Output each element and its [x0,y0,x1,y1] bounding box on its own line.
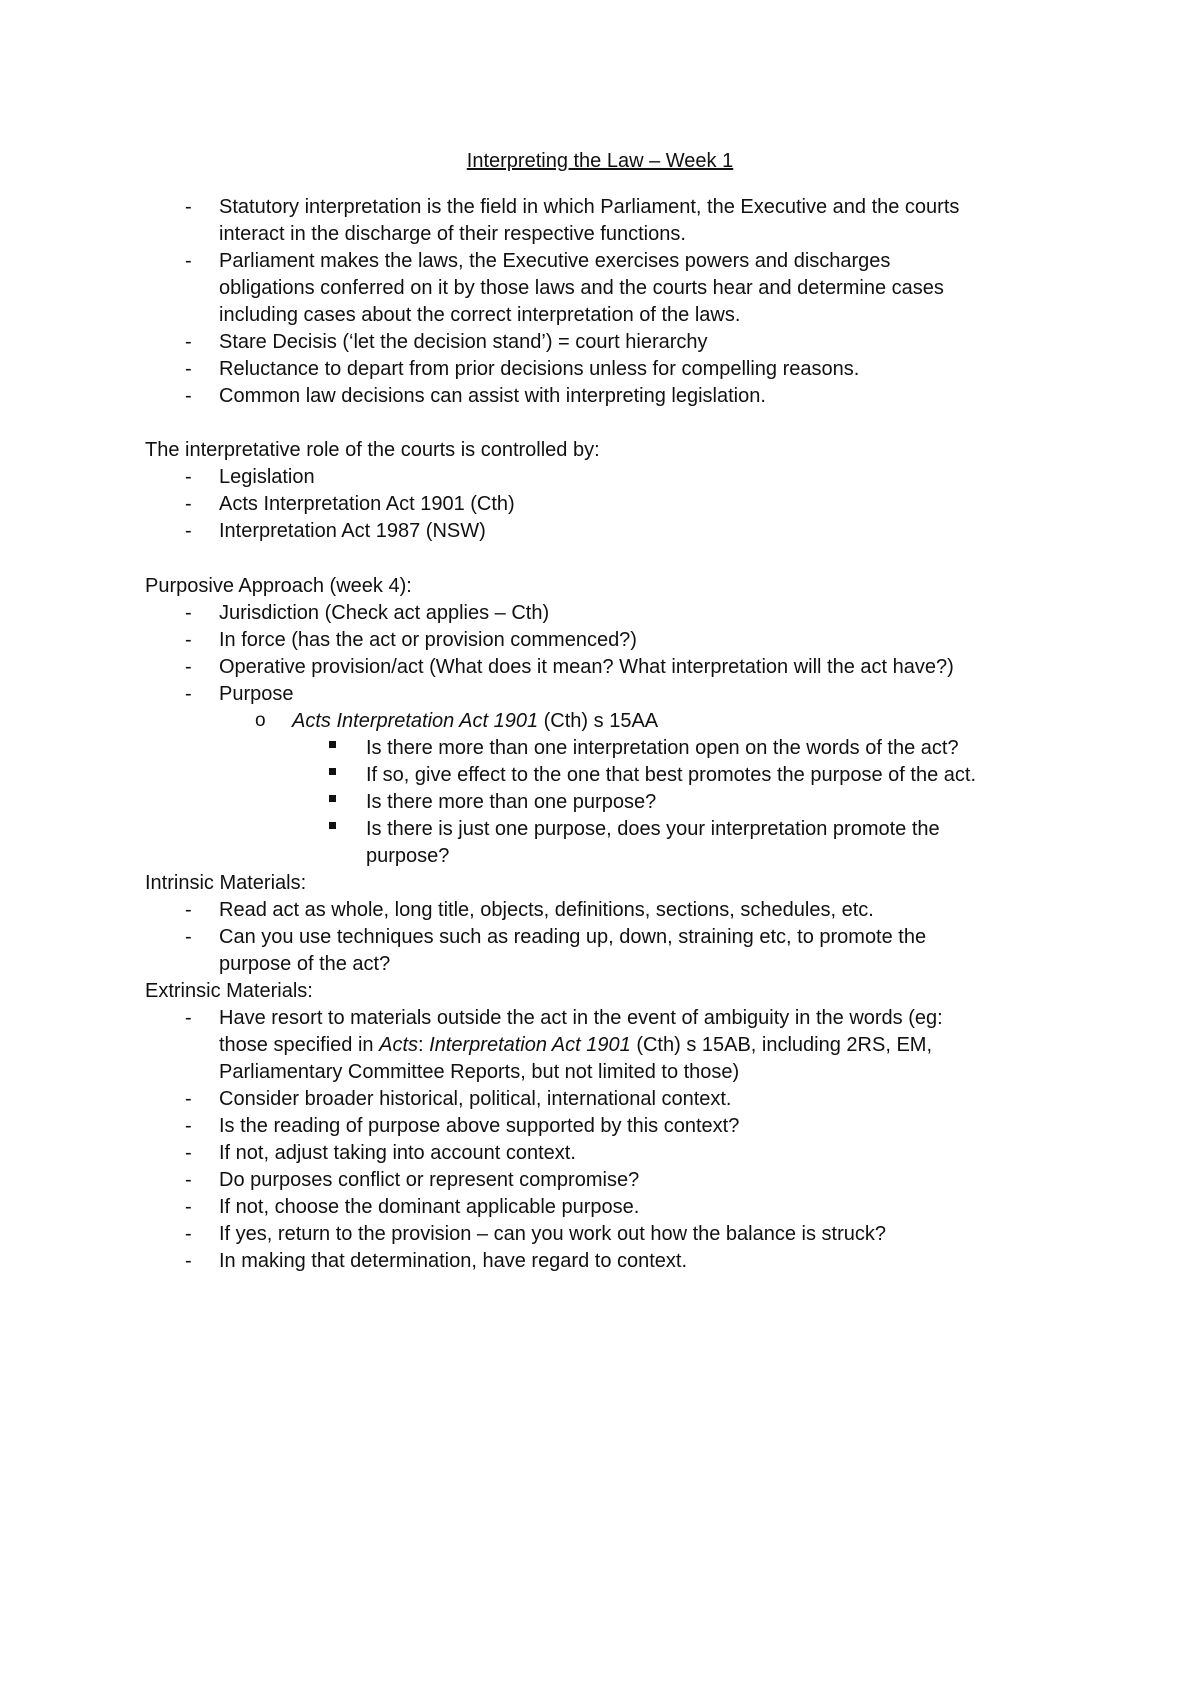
control-bullet-1: Legislation [219,466,315,488]
purposive-sub-sub-bullet-4-line-1: Is there is just one purpose, does your interpretation promote the [366,818,940,840]
purposive-sub-bullet [292,708,658,734]
purposive-sub-sub-bullet-2: If so, give effect to the one that best promotes the purpose of the act. [366,764,977,786]
purposive-heading: Purposive Approach (week 4): [145,575,412,597]
dash-marker: - [185,1142,192,1164]
square-bullet-icon [329,795,336,802]
intrinsic-bullet-2-line-2: purpose of the act? [219,953,391,975]
intro-bullet-2-line-3: including cases about the correct interpretation of the laws. [219,304,741,326]
intrinsic-heading: Intrinsic Materials: [145,872,307,894]
act-name-italic: Acts Interpretation Act 1901 [292,710,539,732]
extrinsic-bullet-1-line-1: Have resort to materials outside the act in the event of ambiguity in the words (eg: [219,1007,943,1029]
extrinsic-bullet-1-line-3: Parliamentary Committee Reports, but not limited to those) [219,1061,740,1083]
extrinsic-bullet-5: Do purposes conflict or represent compromise? [219,1169,640,1191]
dash-marker: - [185,385,192,407]
intro-bullet-1-line-2: interact in the discharge of their respective functions. [219,223,686,245]
circle-bullet-marker: o [255,710,266,731]
extrinsic-bullet-1-line-2 [219,1032,932,1058]
extrinsic-heading: Extrinsic Materials: [145,980,313,1002]
dash-marker: - [185,331,192,353]
purposive-sub-sub-bullet-3: Is there more than one purpose? [366,791,657,813]
purposive-sub-sub-bullet-4-line-2: purpose? [366,845,450,867]
dash-marker: - [185,926,192,948]
extrinsic-bullet-4: If not, adjust taking into account context. [219,1142,576,1164]
control-bullet-3: Interpretation Act 1987 (NSW) [219,520,486,542]
dash-marker: - [185,629,192,651]
extrinsic-text: those specified in [219,1034,380,1056]
extrinsic-bullet-7: If yes, return to the provision – can you work out how the balance is struck? [219,1223,887,1245]
dash-marker: - [185,466,192,488]
dash-marker: - [185,602,192,624]
control-bullet-2: Acts Interpretation Act 1901 (Cth) [219,493,515,515]
dash-marker: - [185,520,192,542]
intro-bullet-5: Common law decisions can assist with interpreting legislation. [219,385,766,407]
extrinsic-text: : [418,1034,430,1056]
dash-marker: - [185,1007,192,1029]
square-bullet-icon [329,768,336,775]
dash-marker: - [185,358,192,380]
purposive-bullet-2: In force (has the act or provision commenced?) [219,629,637,651]
intro-bullet-2-line-1: Parliament makes the laws, the Executive exercises powers and discharges [219,250,891,272]
page-title: Interpreting the Law – Week 1 [466,150,734,172]
dash-marker: - [185,1088,192,1110]
intrinsic-bullet-2-line-1: Can you use techniques such as reading up, down, straining etc, to promote the [219,926,927,948]
intrinsic-bullet-1: Read act as whole, long title, objects, definitions, sections, schedules, etc. [219,899,874,921]
extrinsic-italic: Acts [379,1034,419,1056]
intro-bullet-1-line-1: Statutory interpretation is the field in which Parliament, the Executive and the courts [219,196,960,218]
purposive-bullet-4: Purpose [219,683,294,705]
extrinsic-text: (Cth) s 15AB, including 2RS, EM, [630,1034,932,1056]
purposive-bullet-3: Operative provision/act (What does it mean? What interpretation will the act have?) [219,656,954,678]
dash-marker: - [185,196,192,218]
square-bullet-icon [329,822,336,829]
dash-marker: - [185,250,192,272]
dash-marker: - [185,656,192,678]
purposive-bullet-1: Jurisdiction (Check act applies – Cth) [219,602,550,624]
control-heading: The interpretative role of the courts is controlled by: [145,439,600,461]
extrinsic-bullet-3: Is the reading of purpose above supported by this context? [219,1115,740,1137]
dash-marker: - [185,683,192,705]
act-section: (Cth) s 15AA [538,710,659,732]
dash-marker: - [185,1115,192,1137]
intro-bullet-2-line-2: obligations conferred on it by those laws and the courts hear and determine cases [219,277,944,299]
extrinsic-italic: Interpretation Act 1901 [429,1034,631,1056]
dash-marker: - [185,1169,192,1191]
dash-marker: - [185,1250,192,1272]
dash-marker: - [185,1196,192,1218]
dash-marker: - [185,899,192,921]
extrinsic-bullet-8: In making that determination, have regard to context. [219,1250,688,1272]
dash-marker: - [185,493,192,515]
intro-bullet-4: Reluctance to depart from prior decisions unless for compelling reasons. [219,358,860,380]
extrinsic-bullet-2: Consider broader historical, political, international context. [219,1088,732,1110]
extrinsic-bullet-6: If not, choose the dominant applicable purpose. [219,1196,640,1218]
dash-marker: - [185,1223,192,1245]
intro-bullet-3: Stare Decisis (‘let the decision stand’) = court hierarchy [219,331,708,353]
square-bullet-icon [329,741,336,748]
purposive-sub-sub-bullet-1: Is there more than one interpretation open on the words of the act? [366,737,959,759]
